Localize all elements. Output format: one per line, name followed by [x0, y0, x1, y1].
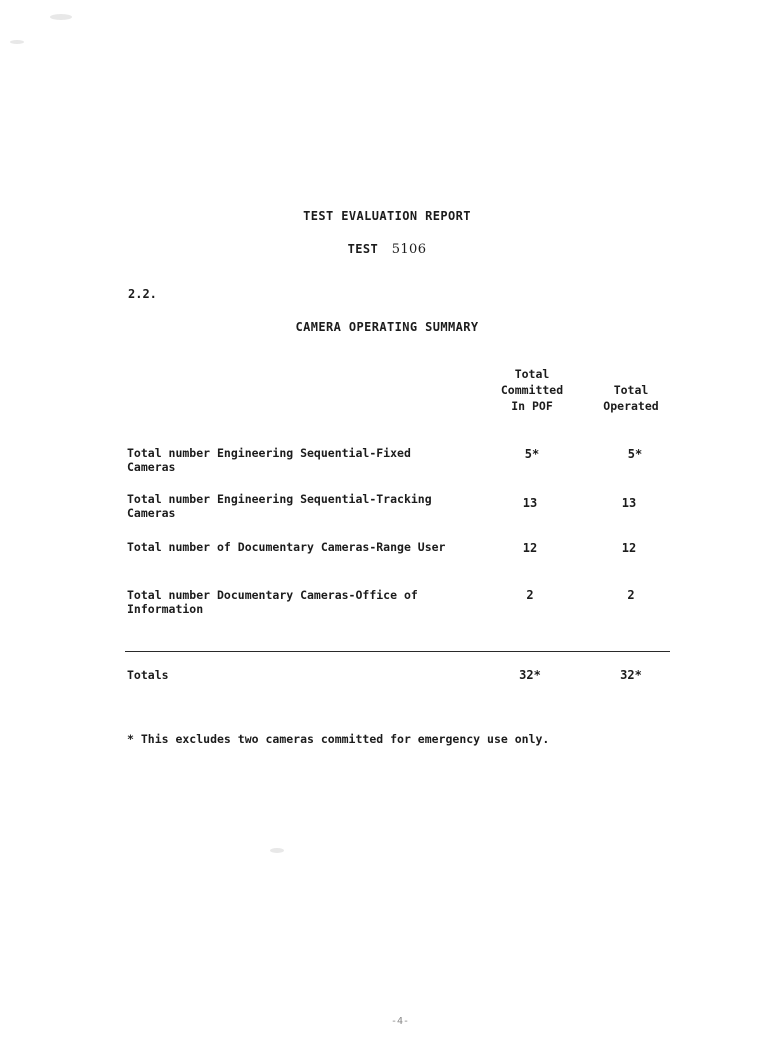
table-title: CAMERA OPERATING SUMMARY [295, 320, 479, 334]
totals-rule [125, 651, 670, 652]
test-label: TEST [347, 242, 379, 256]
committed-value: 12 [522, 541, 538, 555]
footnote: * This excludes two cameras committed for emergency use only. [127, 732, 550, 746]
totals-committed-value: 32* [519, 668, 541, 682]
column-header-committed [488, 366, 576, 414]
operated-value: 12 [621, 541, 637, 555]
table-row-label [127, 446, 499, 474]
page-number: -4- [390, 1016, 410, 1027]
label-line: Total number Engineering Sequential-Fixed [127, 446, 411, 460]
column-header-operated [591, 382, 671, 414]
test-id [0, 242, 774, 257]
scan-smudge [50, 14, 72, 20]
operated-value: 2 [627, 588, 635, 602]
header-line: Operated [603, 399, 659, 413]
table-row-label [127, 588, 499, 616]
label-line: Information [127, 602, 204, 616]
totals-label: Totals [127, 668, 169, 682]
totals-operated-value: 32* [620, 668, 642, 682]
header-line: Total [514, 367, 550, 381]
header-line: In POF [511, 399, 553, 413]
table-row-label [127, 492, 499, 520]
section-number: 2.2. [128, 287, 157, 301]
header-line: Committed [500, 383, 564, 397]
label-line: Cameras [127, 460, 176, 474]
scan-smudge [270, 848, 284, 853]
committed-value: 13 [522, 496, 538, 510]
label-line: Cameras [127, 506, 176, 520]
scan-smudge [10, 40, 24, 44]
report-title: TEST EVALUATION REPORT [303, 209, 471, 223]
committed-value: 2 [526, 588, 534, 602]
operated-value: 5* [627, 447, 643, 461]
test-number: 5106 [391, 242, 427, 257]
operated-value: 13 [621, 496, 637, 510]
label-line: Total number Documentary Cameras-Office of [127, 588, 418, 602]
table-row-label [127, 540, 499, 554]
label-line: Total number of Documentary Cameras-Range User [127, 540, 446, 554]
committed-value: 5* [524, 447, 540, 461]
label-line: Total number Engineering Sequential-Tracking [127, 492, 432, 506]
header-line: Total [613, 383, 649, 397]
